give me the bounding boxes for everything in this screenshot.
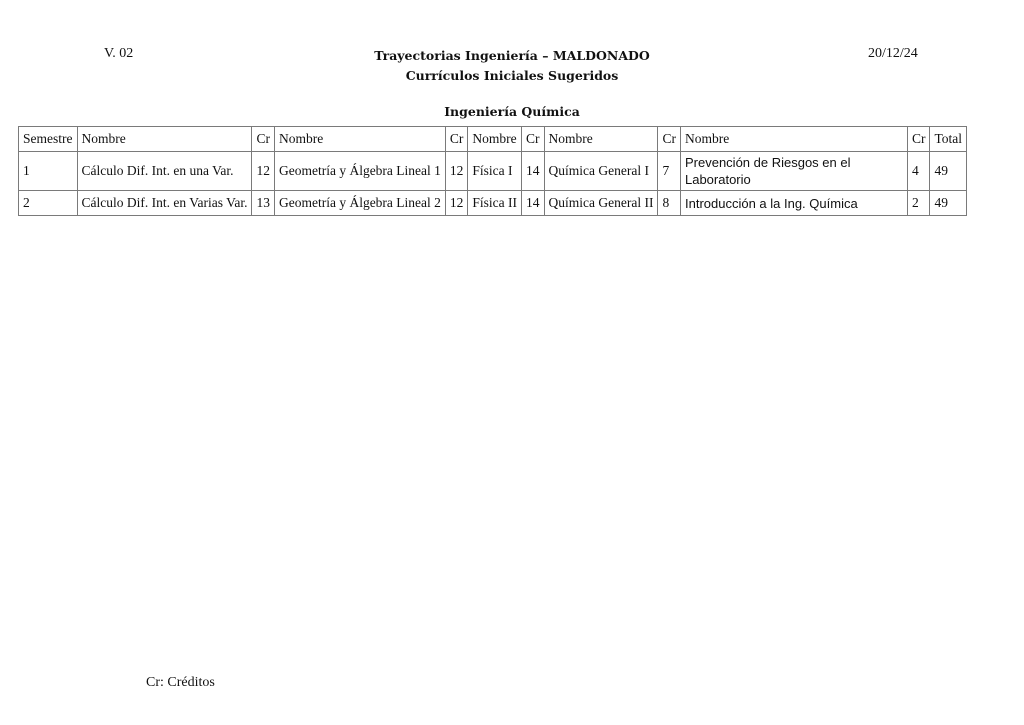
credits-cell: 14: [522, 152, 545, 191]
document-title: Trayectorias Ingeniería – MALDONADO: [374, 48, 650, 63]
course-name-cell: Química General II: [544, 191, 658, 216]
course-name-cell: Introducción a la Ing. Química: [680, 191, 907, 216]
table-header-row: [19, 127, 967, 152]
credits-cell: 8: [658, 191, 681, 216]
credits-cell: 7: [658, 152, 681, 191]
program-title: Ingeniería Química: [444, 104, 580, 119]
table-row: [19, 152, 967, 191]
credits-cell: 4: [907, 152, 930, 191]
column-header-semestre: Semestre: [19, 127, 78, 152]
credits-footnote: Cr: Créditos: [146, 675, 215, 690]
course-name-cell: Geometría y Álgebra Lineal 1: [274, 152, 445, 191]
credits-cell: 12: [252, 152, 275, 191]
column-header-nombre: Nombre: [77, 127, 252, 152]
column-header-nombre: Nombre: [274, 127, 445, 152]
table-row: [19, 191, 967, 216]
credits-cell: 2: [907, 191, 930, 216]
credits-cell: 14: [522, 191, 545, 216]
total-credits-cell: 49: [930, 191, 967, 216]
total-credits-cell: 49: [930, 152, 967, 191]
credits-cell: 13: [252, 191, 275, 216]
course-name-cell: Cálculo Dif. Int. en una Var.: [77, 152, 252, 191]
document-date: 20/12/24: [868, 46, 918, 61]
semester-cell: 2: [19, 191, 78, 216]
course-name-cell: Cálculo Dif. Int. en Varias Var.: [77, 191, 252, 216]
column-header-nombre: Nombre: [680, 127, 907, 152]
column-header-total: Total: [930, 127, 967, 152]
column-header-cr: Cr: [252, 127, 275, 152]
document-subtitle: Currículos Iniciales Sugeridos: [405, 68, 619, 83]
column-header-nombre: Nombre: [468, 127, 522, 152]
course-name-cell: Física II: [468, 191, 522, 216]
column-header-cr: Cr: [522, 127, 545, 152]
semester-cell: 1: [19, 152, 78, 191]
course-name-cell: Geometría y Álgebra Lineal 2: [274, 191, 445, 216]
column-header-nombre: Nombre: [544, 127, 658, 152]
column-header-cr: Cr: [658, 127, 681, 152]
credits-cell: 12: [445, 191, 468, 216]
curriculum-table: [18, 126, 967, 216]
version-label: V. 02: [104, 46, 134, 61]
column-header-cr: Cr: [445, 127, 468, 152]
column-header-cr: Cr: [907, 127, 930, 152]
credits-cell: 12: [445, 152, 468, 191]
course-name-cell: Física I: [468, 152, 522, 191]
course-name-cell: Química General I: [544, 152, 658, 191]
course-name-cell: Prevención de Riesgos en el Laboratorio: [680, 152, 907, 191]
